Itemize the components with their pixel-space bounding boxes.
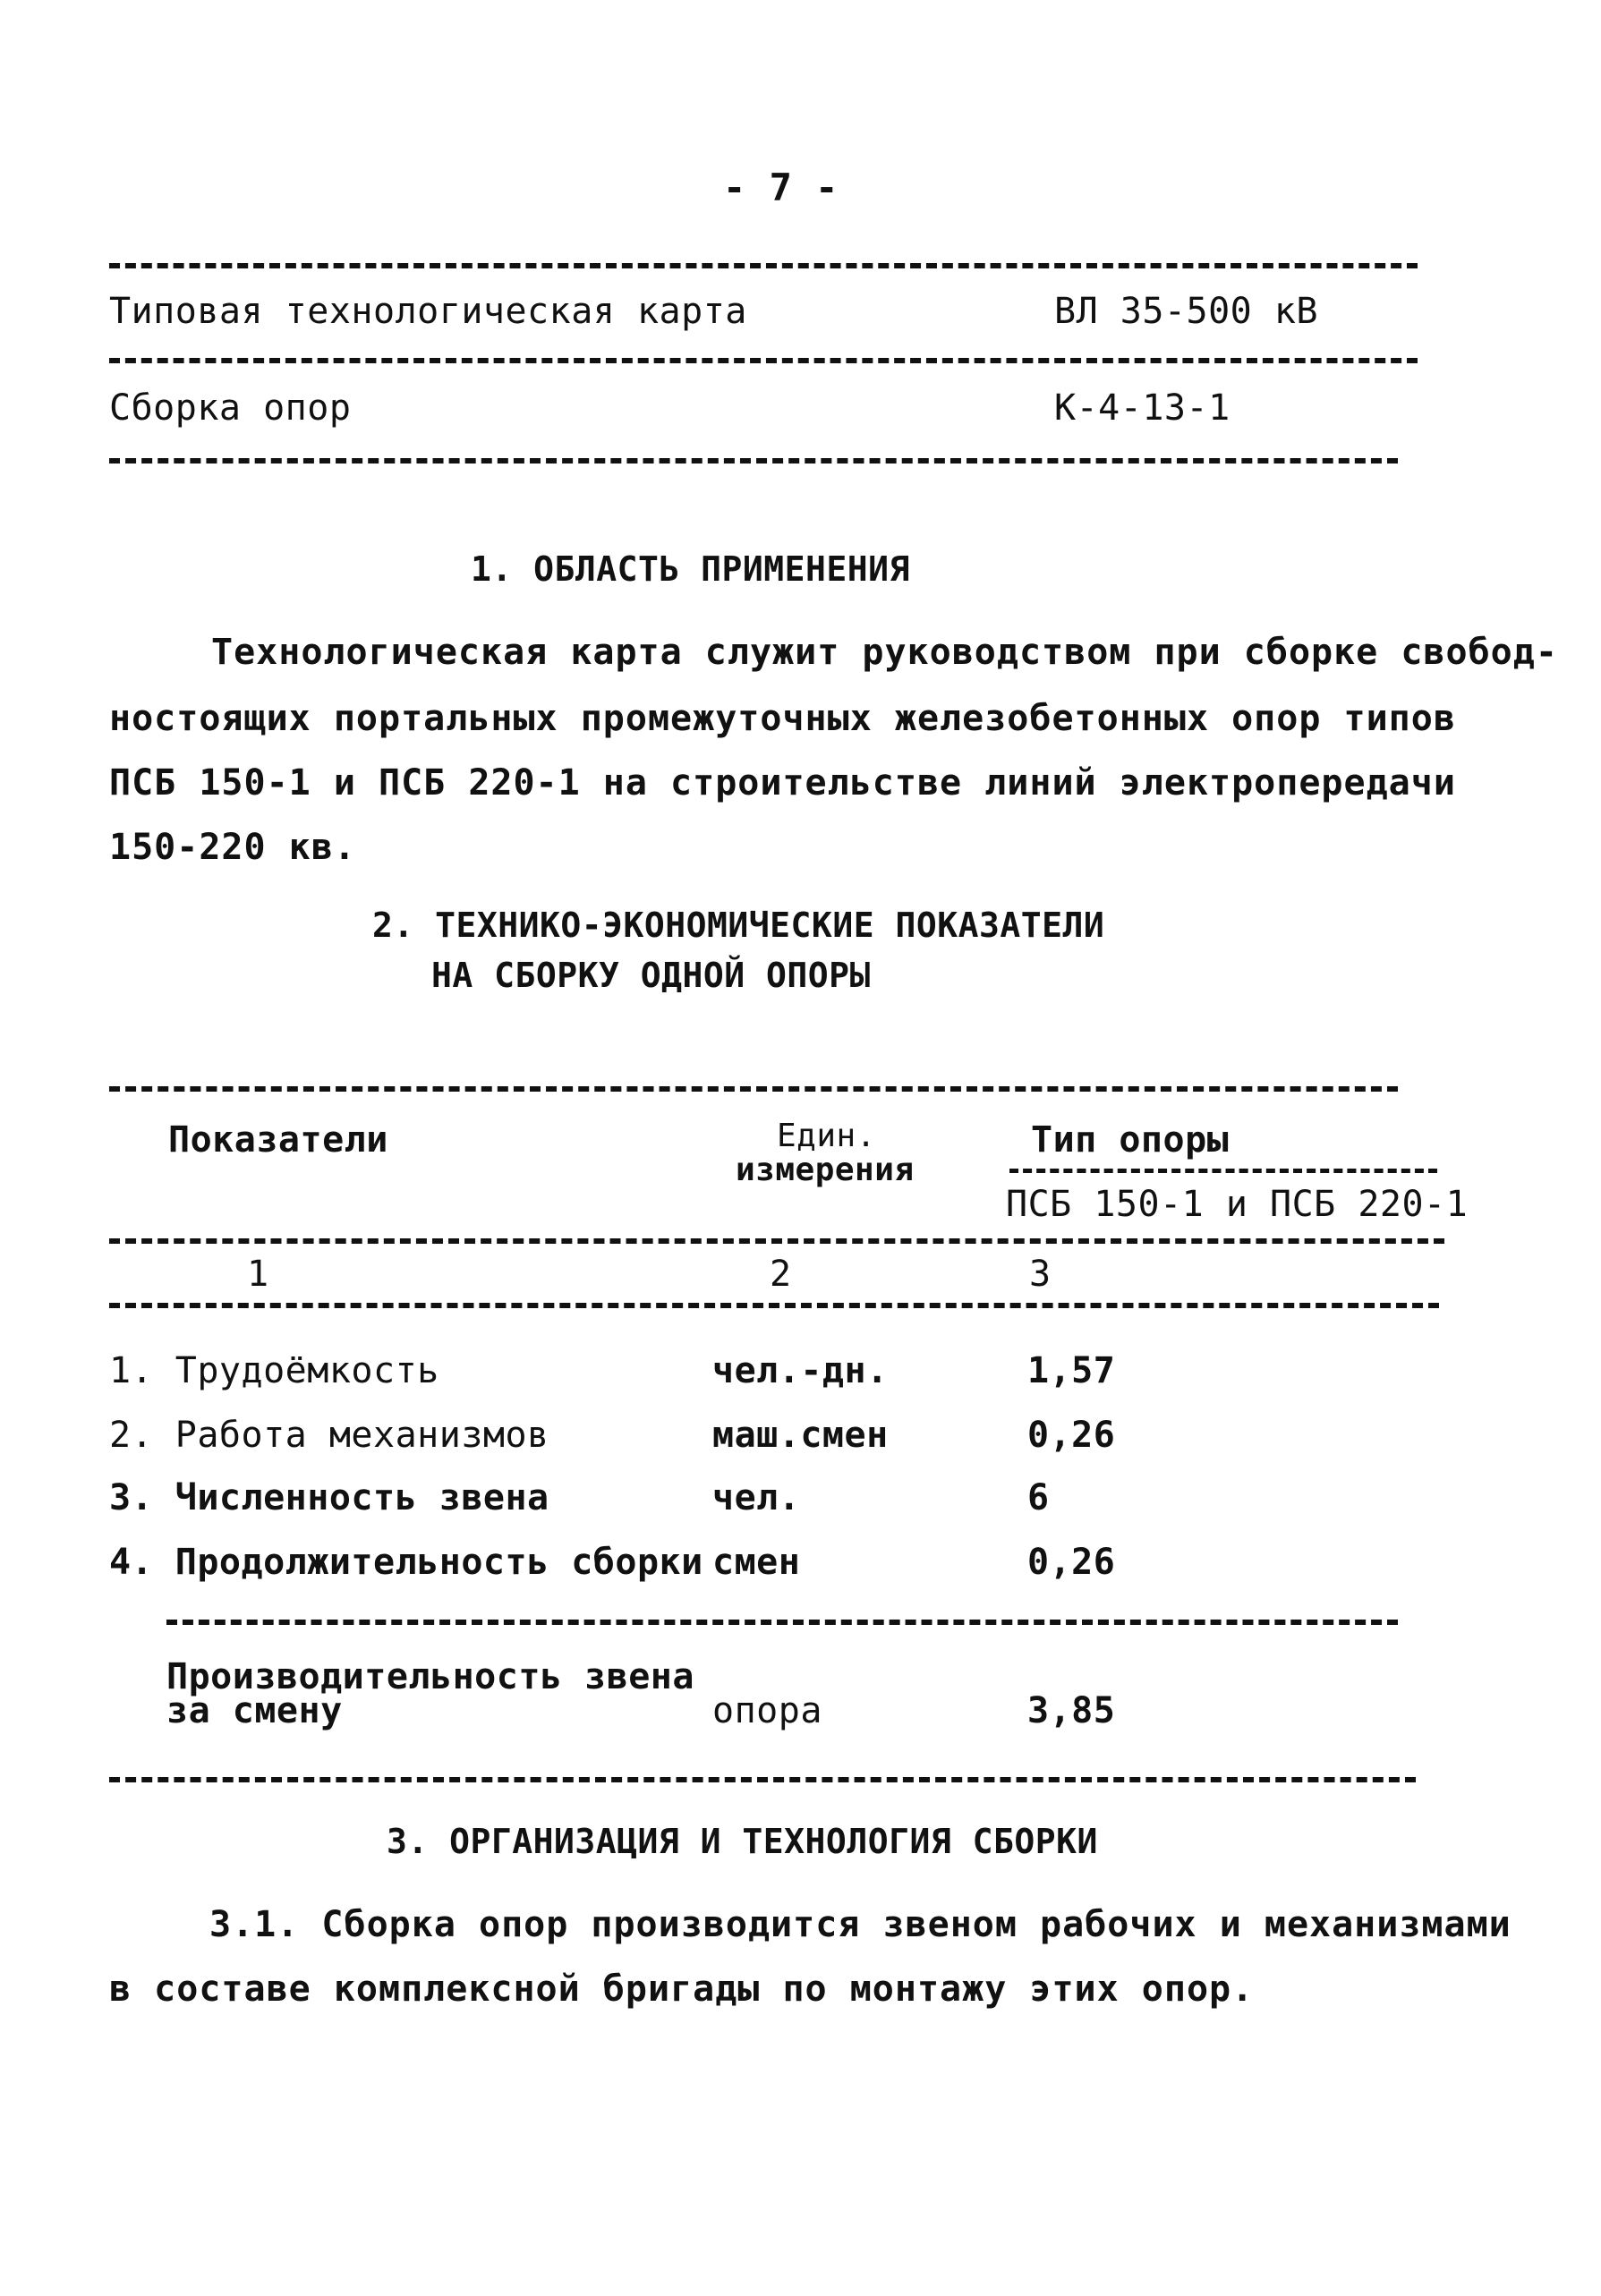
col-number-1: 1 <box>247 1254 269 1295</box>
col3-header-divider <box>1009 1169 1437 1173</box>
table-divider-top <box>109 1086 1398 1092</box>
section1-line-3: ПСБ 150-1 и ПСБ 220-1 на строительстве линий электропередачи <box>109 762 1456 804</box>
summary-value: 3,85 <box>1027 1690 1116 1731</box>
table-divider-numbers <box>109 1303 1439 1308</box>
col-number-2: 2 <box>770 1254 792 1295</box>
summary-unit: опора <box>712 1690 822 1731</box>
header-subject: Сборка опор <box>109 387 352 429</box>
table-row-2-unit: маш.смен <box>712 1415 889 1456</box>
section1-line-2: ностоящих портальных промежуточных железобетонных опор типов <box>109 698 1456 739</box>
header-divider-top <box>109 263 1418 268</box>
header-doc-type: Типовая технологическая карта <box>109 291 747 332</box>
header-divider-bottom <box>109 458 1398 463</box>
table-row-3-label: 3. Численность звена <box>109 1477 549 1518</box>
section3-line-2: в составе комплексной бригады по монтажу этих опор. <box>109 1969 1255 2010</box>
section1-line-4: 150-220 кв. <box>109 827 356 868</box>
section1-line-1: Технологическая карта служит руководством при сборке свобод- <box>211 632 1558 673</box>
col3-header-line2: ПСБ 150-1 и ПСБ 220-1 <box>1006 1184 1469 1225</box>
table-row-1-label: 1. Трудоёмкость <box>109 1350 439 1391</box>
section3-line-1: 3.1. Сборка опор производится звеном рабочих и механизмами <box>209 1904 1512 1945</box>
table-divider-bottom <box>109 1777 1416 1782</box>
col1-header: Показатели <box>168 1119 388 1161</box>
col2-header-line2: измерения <box>736 1152 915 1188</box>
table-row-1-unit: чел.-дн. <box>712 1350 889 1391</box>
table-row-2-value: 0,26 <box>1027 1415 1116 1456</box>
table-divider-summary <box>166 1620 1398 1625</box>
col2-header-line1: Един. <box>777 1118 876 1154</box>
section2-title-line2: НА СБОРКУ ОДНОЙ ОПОРЫ <box>431 956 871 995</box>
header-voltage: ВЛ 35-500 кВ <box>1054 291 1318 332</box>
table-row-3-unit: чел. <box>712 1477 801 1518</box>
col-number-3: 3 <box>1029 1254 1052 1295</box>
table-divider-header <box>109 1238 1444 1244</box>
table-row-1-value: 1,57 <box>1027 1350 1116 1391</box>
table-row-4-label: 4. Продолжительность сборки <box>109 1542 703 1583</box>
page-number: - 7 - <box>723 166 839 209</box>
col3-header-line1: Тип опоры <box>1031 1119 1230 1161</box>
header-divider-middle <box>109 358 1418 363</box>
table-row-4-unit: смен <box>712 1542 801 1583</box>
table-row-4-value: 0,26 <box>1027 1542 1116 1583</box>
header-code: К-4-13-1 <box>1054 387 1231 429</box>
table-row-2-label: 2. Работа механизмов <box>109 1415 549 1456</box>
section2-title-line1: 2. ТЕХНИКО-ЭКОНОМИЧЕСКИЕ ПОКАЗАТЕЛИ <box>372 906 1105 945</box>
summary-label-line2: за смену <box>166 1690 343 1731</box>
table-row-3-value: 6 <box>1027 1477 1050 1518</box>
summary-label-line1: Производительность звена <box>166 1656 694 1697</box>
section3-title: 3. ОРГАНИЗАЦИЯ И ТЕХНОЛОГИЯ СБОРКИ <box>387 1822 1098 1861</box>
section1-title: 1. ОБЛАСТЬ ПРИМЕНЕНИЯ <box>471 549 910 589</box>
